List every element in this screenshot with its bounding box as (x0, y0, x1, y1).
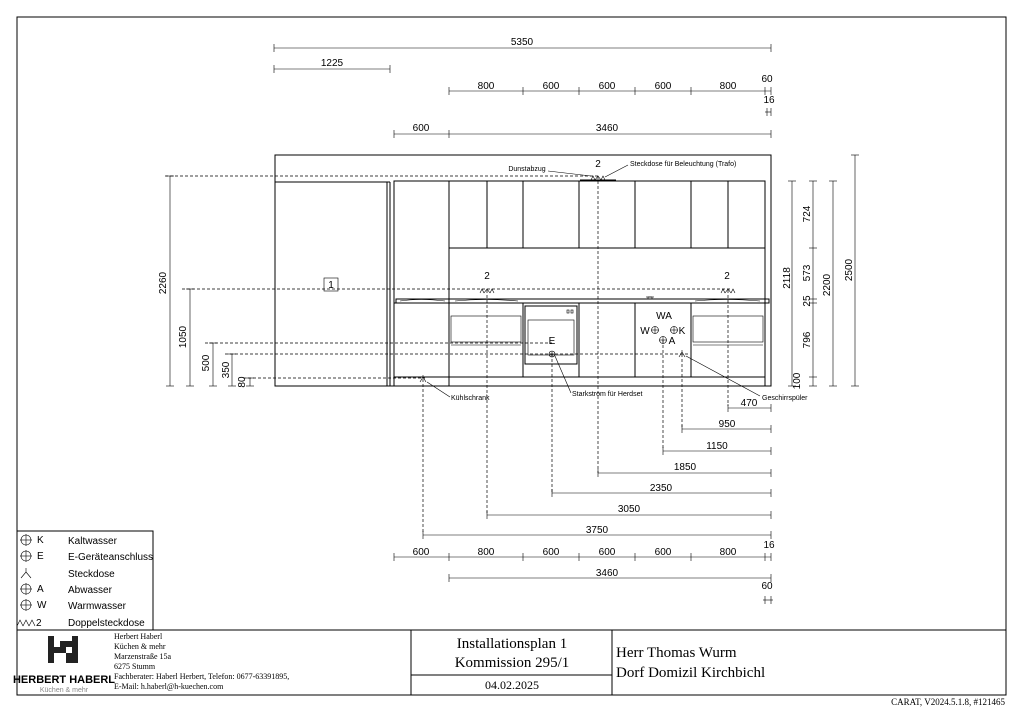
legend-code-2: 2 (36, 618, 42, 629)
label-kuehlschrank: Kühlschrank (451, 395, 490, 402)
dim-600-upper: 600 (412, 123, 430, 134)
address-line-2: Küchen & mehr (114, 642, 166, 651)
socket-count-left: 2 (484, 271, 490, 282)
legend-double-socket-icon (17, 620, 35, 626)
dim-796: 796 (802, 331, 813, 349)
dim-950: 950 (718, 419, 736, 430)
installation-symbols (324, 159, 808, 402)
address-line-3: Marzenstraße 15a (114, 652, 172, 661)
dim-2350: 2350 (649, 483, 673, 494)
dim-1850: 1850 (673, 462, 697, 473)
client-location: Dorf Domizil Kirchbichl (616, 665, 766, 681)
legend-e-anschluss-icon (20, 550, 32, 562)
address-line-1: Herbert Haberl (114, 632, 163, 641)
label-geschirrspueler: Geschirrspüler (762, 395, 808, 402)
dim-2260: 2260 (158, 271, 169, 295)
socket-count-right: 2 (724, 271, 730, 282)
dim-top-4: 600 (654, 81, 672, 92)
dim-top-16: 16 (763, 95, 775, 106)
plan-date: 04.02.2025 (485, 678, 539, 692)
sheet-border (17, 17, 1006, 695)
dim-1150: 1150 (706, 441, 728, 452)
dim-724: 724 (802, 205, 813, 223)
legend-socket-icon (21, 568, 31, 578)
dim-bottom-60: 60 (761, 581, 773, 592)
address-line-4: 6275 Stumm (114, 662, 156, 671)
software-version: CARAT, V2024.5.1.8, #121465 (891, 697, 1005, 707)
label-dunstabzug: Dunstabzug (508, 166, 546, 173)
legend-text-steckdose: Steckdose (68, 569, 115, 580)
address-line-6: E-Mail: h.haberl@h-kuechen.com (114, 682, 224, 691)
dim-bottom-3: 600 (542, 547, 560, 558)
legend-text-abwasser: Abwasser (68, 585, 112, 596)
dim-1225: 1225 (320, 58, 344, 69)
label-steckdose-trafo: Steckdose für Beleuchtung (Trafo) (630, 161, 737, 168)
dim-3050: 3050 (617, 504, 641, 515)
legend-abwasser-icon (20, 583, 32, 595)
dim-top-1: 800 (477, 81, 495, 92)
dim-bottom-1: 600 (412, 547, 430, 558)
label-wa: WA (656, 311, 672, 322)
client-name: Herr Thomas Wurm (616, 645, 737, 661)
title-block (13, 630, 1006, 695)
label-a: A (668, 336, 676, 347)
address-line-5: Fachberater: Haberl Herbert, Telefon: 0677-63391895, (114, 672, 290, 681)
label-k: K (678, 326, 686, 337)
dashed-guides (165, 176, 730, 534)
legend-text-kaltwasser: Kaltwasser (68, 536, 117, 547)
legend-code-a: A (37, 584, 44, 595)
legend-code-k: K (37, 535, 44, 546)
legend-warmwasser-icon (20, 599, 32, 611)
dim-350: 350 (221, 361, 232, 379)
dim-470: 470 (740, 398, 758, 409)
logo-company-name: HERBERT HABERL (12, 674, 116, 686)
dim-3750: 3750 (585, 525, 609, 536)
marker-1-label: 1 (328, 280, 334, 291)
legend-code-w: W (37, 600, 47, 611)
dim-1050: 1050 (178, 325, 189, 349)
commission-number: Kommission 295/1 (454, 655, 570, 671)
plan-title: Installationsplan 1 (456, 636, 568, 652)
dim-bottom-6: 800 (719, 547, 737, 558)
dim-2118: 2118 (782, 267, 793, 289)
legend-text-warmwasser: Warmwasser (68, 601, 126, 612)
dim-573: 573 (802, 264, 813, 282)
socket-count-top: 2 (595, 159, 601, 170)
label-e: E (548, 336, 556, 347)
legend-text-e-geraete: E-Geräteanschluss (68, 552, 154, 563)
legend-kaltwasser-icon (20, 534, 32, 546)
label-w: W (640, 326, 650, 337)
top-dimensions (274, 37, 775, 138)
dim-top-5: 800 (719, 81, 737, 92)
dim-bottom-4: 600 (598, 547, 616, 558)
right-dimensions (782, 155, 859, 389)
legend (17, 531, 153, 630)
dim-bottom-2: 800 (477, 547, 495, 558)
dim-3460-lower: 3460 (595, 568, 619, 579)
label-starkstrom: Starkstrom für Herdset (572, 391, 643, 398)
company-logo-icon (48, 636, 78, 663)
dim-5350: 5350 (510, 37, 534, 48)
legend-code-e: E (37, 551, 44, 562)
kitchen-elevation (275, 155, 771, 386)
legend-text-doppelsteckdose: Doppelsteckdose (68, 618, 145, 629)
dim-100: 100 (792, 372, 803, 390)
dim-3460-upper: 3460 (595, 123, 619, 134)
dim-top-60: 60 (761, 74, 773, 85)
left-dimensions (158, 176, 254, 388)
dim-top-3: 600 (598, 81, 616, 92)
dim-top-2: 600 (542, 81, 560, 92)
dim-bottom-5: 600 (654, 547, 672, 558)
dim-500: 500 (201, 354, 212, 372)
dim-bottom-16: 16 (763, 540, 775, 551)
dim-80: 80 (237, 376, 248, 388)
dim-2200: 2200 (822, 273, 833, 297)
bottom-dimensions (394, 398, 775, 604)
logo-subtitle: Küchen & mehr (39, 687, 89, 694)
dim-25: 25 (802, 295, 813, 307)
dim-2500: 2500 (844, 258, 855, 282)
